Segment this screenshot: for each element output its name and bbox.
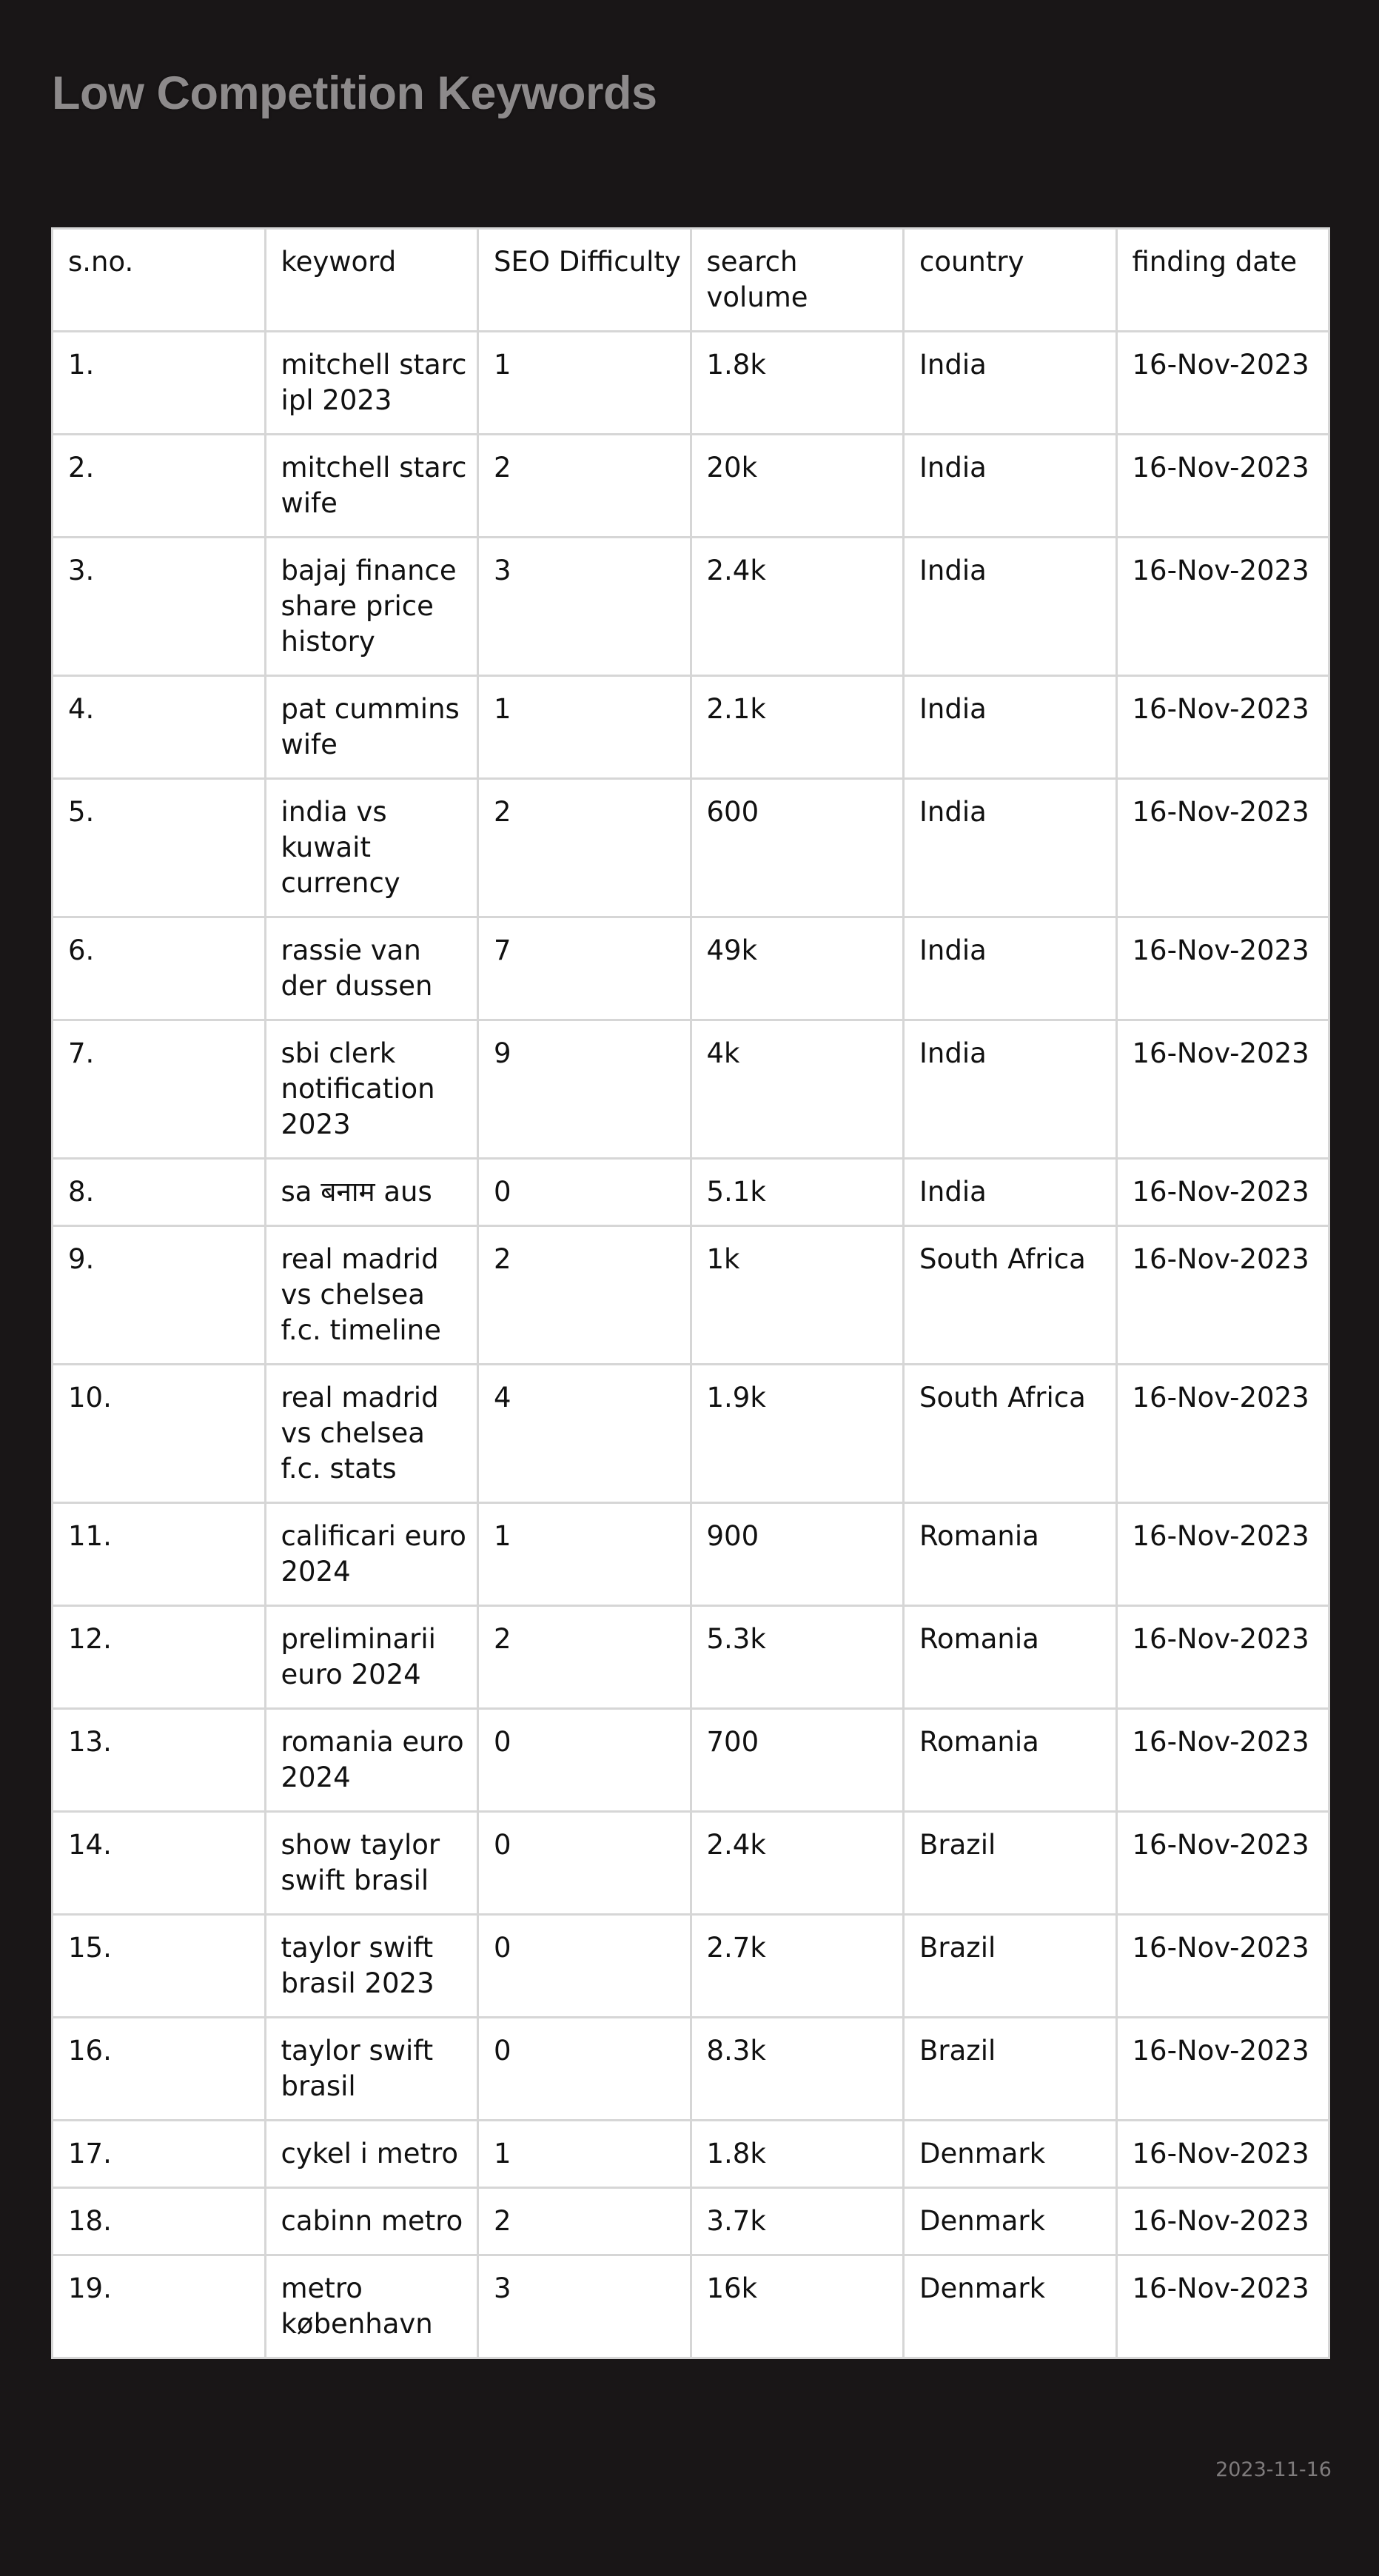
table-row — [53, 1915, 1329, 2018]
cell-sno: 16. — [53, 2018, 266, 2121]
cell-search-volume: 1.9k — [691, 1365, 904, 1503]
cell-search-volume: 3.7k — [691, 2188, 904, 2255]
cell-finding-date: 16-Nov-2023 — [1116, 1226, 1329, 1365]
table-row — [53, 917, 1329, 1020]
table-row — [53, 2018, 1329, 2121]
cell-keyword: cabinn metro — [265, 2188, 478, 2255]
cell-seo-difficulty: 2 — [478, 2188, 691, 2255]
cell-finding-date: 16-Nov-2023 — [1116, 1915, 1329, 2018]
cell-keyword: pat cummins wife — [265, 676, 478, 779]
cell-country: South Africa — [904, 1365, 1117, 1503]
table-row — [53, 538, 1329, 676]
cell-finding-date: 16-Nov-2023 — [1116, 435, 1329, 538]
cell-finding-date: 16-Nov-2023 — [1116, 1365, 1329, 1503]
cell-search-volume: 2.4k — [691, 1812, 904, 1915]
cell-seo-difficulty: 1 — [478, 332, 691, 435]
cell-search-volume: 1.8k — [691, 2121, 904, 2188]
cell-seo-difficulty: 9 — [478, 1020, 691, 1159]
cell-search-volume: 1k — [691, 1226, 904, 1365]
cell-search-volume: 700 — [691, 1709, 904, 1812]
cell-seo-difficulty: 2 — [478, 779, 691, 917]
header-keyword: keyword — [265, 229, 478, 332]
table-row — [53, 1159, 1329, 1226]
cell-sno: 4. — [53, 676, 266, 779]
cell-country: Romania — [904, 1709, 1117, 1812]
cell-sno: 18. — [53, 2188, 266, 2255]
cell-search-volume: 16k — [691, 2255, 904, 2358]
cell-country: India — [904, 1020, 1117, 1159]
cell-keyword: taylor swift brasil — [265, 2018, 478, 2121]
cell-keyword: mitchell starc ipl 2023 — [265, 332, 478, 435]
cell-finding-date: 16-Nov-2023 — [1116, 1606, 1329, 1709]
cell-country: Brazil — [904, 1812, 1117, 1915]
cell-finding-date: 16-Nov-2023 — [1116, 2018, 1329, 2121]
table-row — [53, 1020, 1329, 1159]
cell-seo-difficulty: 1 — [478, 676, 691, 779]
cell-finding-date: 16-Nov-2023 — [1116, 1503, 1329, 1606]
table-row — [53, 435, 1329, 538]
table-row — [53, 2255, 1329, 2358]
cell-sno: 9. — [53, 1226, 266, 1365]
cell-country: Brazil — [904, 1915, 1117, 2018]
table-row — [53, 332, 1329, 435]
cell-seo-difficulty: 0 — [478, 2018, 691, 2121]
cell-sno: 15. — [53, 1915, 266, 2018]
cell-search-volume: 1.8k — [691, 332, 904, 435]
table-row — [53, 779, 1329, 917]
cell-seo-difficulty: 1 — [478, 1503, 691, 1606]
cell-country: Romania — [904, 1606, 1117, 1709]
cell-seo-difficulty: 0 — [478, 1709, 691, 1812]
cell-sno: 17. — [53, 2121, 266, 2188]
cell-seo-difficulty: 2 — [478, 1606, 691, 1709]
cell-seo-difficulty: 2 — [478, 435, 691, 538]
cell-sno: 6. — [53, 917, 266, 1020]
header-search-volume: search volume — [691, 229, 904, 332]
cell-finding-date: 16-Nov-2023 — [1116, 538, 1329, 676]
page-title: Low Competition Keywords — [52, 67, 657, 119]
cell-search-volume: 5.1k — [691, 1159, 904, 1226]
cell-sno: 8. — [53, 1159, 266, 1226]
cell-search-volume: 4k — [691, 1020, 904, 1159]
cell-seo-difficulty: 0 — [478, 1812, 691, 1915]
cell-keyword: sa बनाम aus — [265, 1159, 478, 1226]
cell-search-volume: 2.1k — [691, 676, 904, 779]
cell-country: India — [904, 779, 1117, 917]
cell-sno: 3. — [53, 538, 266, 676]
header-seo-difficulty: SEO Difficulty — [478, 229, 691, 332]
cell-keyword: metro københavn — [265, 2255, 478, 2358]
cell-sno: 7. — [53, 1020, 266, 1159]
cell-country: Denmark — [904, 2121, 1117, 2188]
cell-keyword: cykel i metro — [265, 2121, 478, 2188]
cell-search-volume: 900 — [691, 1503, 904, 1606]
cell-finding-date: 16-Nov-2023 — [1116, 1709, 1329, 1812]
cell-country: India — [904, 538, 1117, 676]
cell-keyword: real madrid vs chelsea f.c. stats — [265, 1365, 478, 1503]
table-row — [53, 1709, 1329, 1812]
cell-search-volume: 2.7k — [691, 1915, 904, 2018]
cell-seo-difficulty: 0 — [478, 1915, 691, 2018]
table-row — [53, 676, 1329, 779]
cell-sno: 12. — [53, 1606, 266, 1709]
cell-country: Denmark — [904, 2188, 1117, 2255]
cell-sno: 19. — [53, 2255, 266, 2358]
cell-sno: 1. — [53, 332, 266, 435]
cell-keyword: romania euro 2024 — [265, 1709, 478, 1812]
keywords-table — [51, 227, 1330, 2359]
table-header-row — [53, 229, 1329, 332]
table-row — [53, 2188, 1329, 2255]
table-row — [53, 1503, 1329, 1606]
cell-search-volume: 600 — [691, 779, 904, 917]
table-row — [53, 2121, 1329, 2188]
cell-seo-difficulty: 3 — [478, 538, 691, 676]
cell-keyword: india vs kuwait currency — [265, 779, 478, 917]
table-row — [53, 1226, 1329, 1365]
cell-country: India — [904, 435, 1117, 538]
table-body — [53, 332, 1329, 2358]
cell-search-volume: 49k — [691, 917, 904, 1020]
cell-sno: 10. — [53, 1365, 266, 1503]
cell-country: India — [904, 917, 1117, 1020]
cell-country: Romania — [904, 1503, 1117, 1606]
cell-search-volume: 20k — [691, 435, 904, 538]
cell-finding-date: 16-Nov-2023 — [1116, 1812, 1329, 1915]
cell-sno: 5. — [53, 779, 266, 917]
cell-seo-difficulty: 4 — [478, 1365, 691, 1503]
cell-search-volume: 5.3k — [691, 1606, 904, 1709]
cell-finding-date: 16-Nov-2023 — [1116, 779, 1329, 917]
cell-keyword: sbi clerk notification 2023 — [265, 1020, 478, 1159]
cell-finding-date: 16-Nov-2023 — [1116, 676, 1329, 779]
cell-search-volume: 8.3k — [691, 2018, 904, 2121]
cell-finding-date: 16-Nov-2023 — [1116, 332, 1329, 435]
cell-finding-date: 16-Nov-2023 — [1116, 2121, 1329, 2188]
cell-keyword: mitchell starc wife — [265, 435, 478, 538]
cell-keyword: preliminarii euro 2024 — [265, 1606, 478, 1709]
cell-seo-difficulty: 1 — [478, 2121, 691, 2188]
cell-country: Denmark — [904, 2255, 1117, 2358]
cell-keyword: bajaj finance share price history — [265, 538, 478, 676]
header-country: country — [904, 229, 1117, 332]
cell-keyword: calificari euro 2024 — [265, 1503, 478, 1606]
table-row — [53, 1812, 1329, 1915]
footer-date: 2023-11-16 — [1215, 2458, 1332, 2481]
cell-search-volume: 2.4k — [691, 538, 904, 676]
table-row — [53, 1606, 1329, 1709]
cell-country: India — [904, 332, 1117, 435]
cell-sno: 13. — [53, 1709, 266, 1812]
cell-finding-date: 16-Nov-2023 — [1116, 917, 1329, 1020]
cell-country: Brazil — [904, 2018, 1117, 2121]
cell-country: South Africa — [904, 1226, 1117, 1365]
cell-keyword: real madrid vs chelsea f.c. timeline — [265, 1226, 478, 1365]
cell-seo-difficulty: 7 — [478, 917, 691, 1020]
cell-finding-date: 16-Nov-2023 — [1116, 1020, 1329, 1159]
cell-keyword: show taylor swift brasil — [265, 1812, 478, 1915]
cell-country: India — [904, 1159, 1117, 1226]
cell-keyword: taylor swift brasil 2023 — [265, 1915, 478, 2018]
header-finding-date: finding date — [1116, 229, 1329, 332]
keywords-table-container — [51, 227, 1328, 2359]
cell-finding-date: 16-Nov-2023 — [1116, 2188, 1329, 2255]
cell-finding-date: 16-Nov-2023 — [1116, 2255, 1329, 2358]
cell-seo-difficulty: 0 — [478, 1159, 691, 1226]
table-row — [53, 1365, 1329, 1503]
cell-finding-date: 16-Nov-2023 — [1116, 1159, 1329, 1226]
cell-seo-difficulty: 3 — [478, 2255, 691, 2358]
cell-sno: 11. — [53, 1503, 266, 1606]
cell-sno: 2. — [53, 435, 266, 538]
cell-seo-difficulty: 2 — [478, 1226, 691, 1365]
cell-keyword: rassie van der dussen — [265, 917, 478, 1020]
cell-country: India — [904, 676, 1117, 779]
cell-sno: 14. — [53, 1812, 266, 1915]
header-sno: s.no. — [53, 229, 266, 332]
